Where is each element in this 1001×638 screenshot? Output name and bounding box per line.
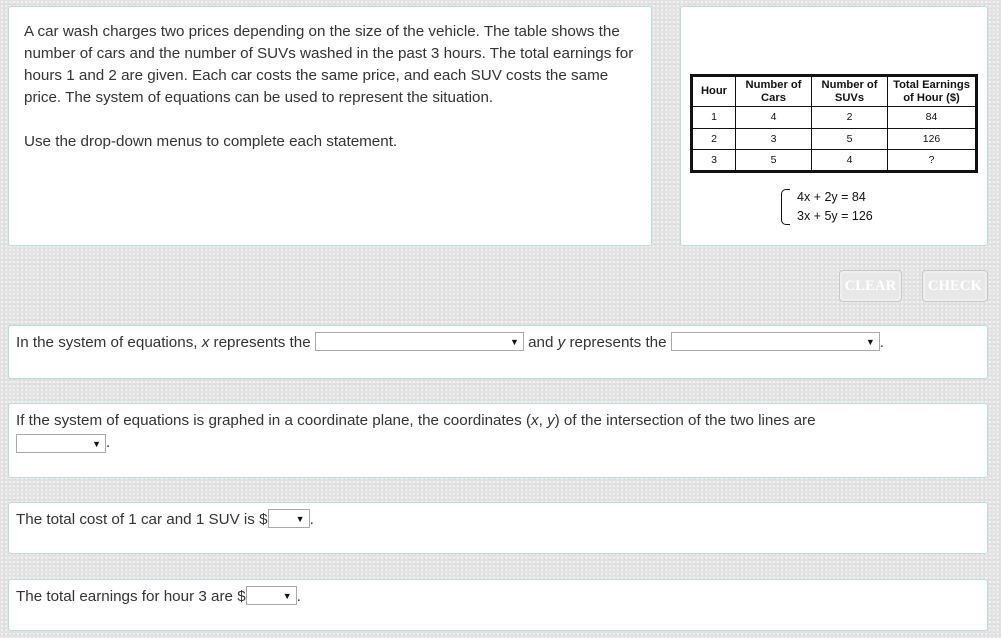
q1-end: . bbox=[879, 334, 885, 351]
q1-text-d: represents the bbox=[565, 334, 671, 351]
table-cell: 84 bbox=[888, 107, 977, 129]
brace-icon bbox=[781, 189, 790, 225]
question-2 bbox=[8, 403, 988, 478]
hour3-earnings-dropdown[interactable] bbox=[246, 586, 297, 605]
q1-var-y: y bbox=[557, 334, 566, 351]
q1-text-a: In the system of equations, bbox=[16, 334, 202, 351]
clear-button[interactable]: CLEAR bbox=[839, 270, 902, 302]
figure-card bbox=[680, 6, 988, 246]
table-cell: ? bbox=[888, 150, 977, 172]
q2-text-a: If the system of equations is graphed in a coordinate plane, the coordinates ( bbox=[16, 412, 532, 429]
instruction-text: Use the drop-down menus to complete each statement. bbox=[24, 133, 398, 150]
q1-var-x: x bbox=[201, 334, 210, 351]
question-4 bbox=[8, 579, 988, 631]
header-earnings: Total Earnings of Hour ($) bbox=[888, 76, 977, 107]
q4-end: . bbox=[296, 588, 301, 605]
total-cost-dropdown[interactable] bbox=[268, 509, 310, 528]
q4-text: The total earnings for hour 3 are $ bbox=[16, 588, 246, 605]
passage-text: A car wash charges two prices depending on the size of the vehicle. The table shows the number of cars and the number of SUVs washed in the past 3 hours. The total earnings for hours 1 and 2 are given. Each car costs the same price, and each SUV costs the same price. The system of equations can be used to represent the situation. bbox=[24, 23, 634, 106]
dropdown-arrow-icon: ▼ bbox=[92, 438, 101, 449]
q2-var-y: y bbox=[547, 412, 555, 429]
x-represents-dropdown[interactable] bbox=[315, 332, 524, 351]
passage-card bbox=[8, 6, 652, 246]
y-represents-dropdown[interactable] bbox=[671, 332, 880, 351]
table-cell: 5 bbox=[736, 150, 812, 172]
header-suvs: Number of SUVs bbox=[812, 76, 888, 107]
table-cell: 126 bbox=[888, 128, 977, 150]
header-cars: Number of Cars bbox=[736, 76, 812, 107]
q2-end: . bbox=[106, 434, 111, 451]
table-cell: 5 bbox=[812, 128, 888, 150]
q3-text: The total cost of 1 car and 1 SUV is $ bbox=[16, 511, 268, 528]
table-cell: 3 bbox=[692, 150, 736, 172]
data-table bbox=[690, 74, 978, 173]
table-header-row bbox=[692, 76, 977, 107]
equation-1: 4x + 2y = 84 bbox=[797, 190, 866, 204]
system-of-equations bbox=[781, 187, 901, 229]
q2-text-b: ) of the intersection of the two lines are bbox=[554, 412, 816, 429]
q2-var-x: x bbox=[531, 412, 539, 429]
dropdown-arrow-icon: ▼ bbox=[865, 336, 875, 347]
table-cell: 3 bbox=[736, 128, 812, 150]
table-cell: 4 bbox=[736, 107, 812, 129]
table-row bbox=[692, 107, 977, 129]
q2-comma: , bbox=[538, 412, 548, 429]
table-cell: 1 bbox=[692, 107, 736, 129]
dropdown-arrow-icon: ▼ bbox=[295, 513, 305, 524]
intersection-dropdown[interactable] bbox=[16, 434, 106, 453]
q1-text-b: represents the bbox=[209, 334, 315, 351]
table-cell: 2 bbox=[692, 128, 736, 150]
table-cell: 2 bbox=[812, 107, 888, 129]
question-1 bbox=[8, 325, 988, 379]
dropdown-arrow-icon: ▼ bbox=[509, 336, 519, 347]
table-cell: 4 bbox=[812, 150, 888, 172]
q3-end: . bbox=[309, 511, 314, 528]
header-hour: Hour bbox=[692, 76, 736, 107]
q1-text-c: and bbox=[528, 334, 558, 351]
table-row bbox=[692, 128, 977, 150]
dropdown-arrow-icon: ▼ bbox=[282, 590, 292, 601]
check-button[interactable]: CHECK bbox=[922, 270, 988, 302]
question-3 bbox=[8, 502, 988, 554]
equation-2: 3x + 5y = 126 bbox=[797, 209, 873, 223]
table-row bbox=[692, 150, 977, 172]
